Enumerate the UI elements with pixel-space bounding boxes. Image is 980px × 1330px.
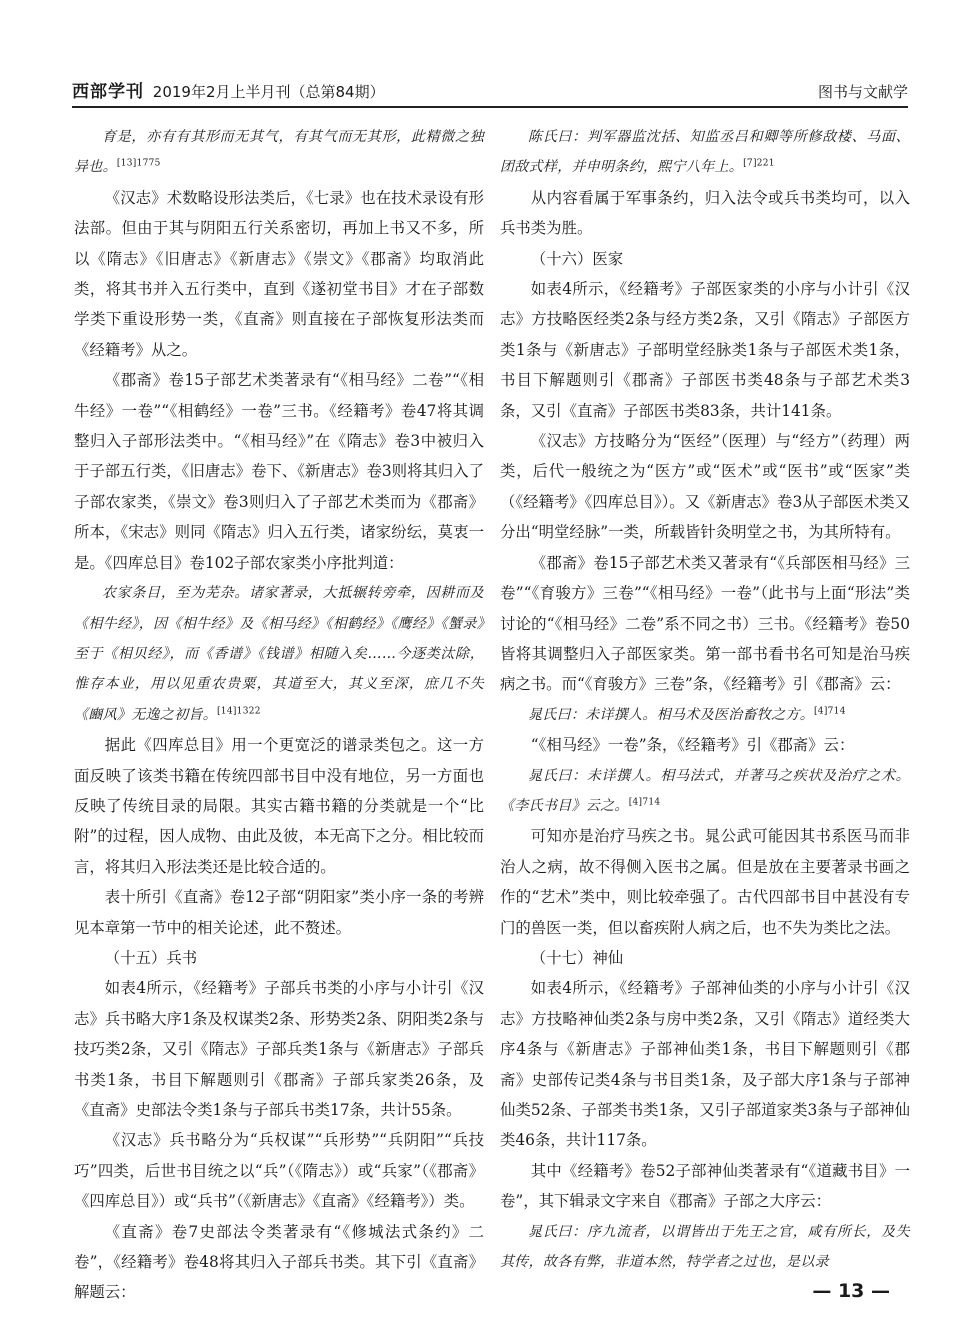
paragraph-text: 《直斋》卷7史部法令类著录有“《修城法式条约》二卷”，《经籍考》卷48将其归入子部兵书类。其下引《直斋》解题云：	[74, 1222, 484, 1302]
paragraph	[74, 1125, 484, 1216]
paragraph	[500, 426, 910, 548]
journal-logo: 西部学刊	[72, 82, 144, 102]
paragraph	[500, 821, 910, 943]
paragraph-text: 《汉志》兵书略分为“兵权谋”“兵形势”“兵阴阳”“兵技巧”四类，后世书目统之以“兵”（《隋志》）或“兵家”（《郡斋》《四库总目》）或“兵书”（《新唐志》《直斋》《经籍考》）类。	[74, 1131, 484, 1211]
paragraph-text: 《郡斋》卷15子部艺术类又著录有“《兵部医相马经》三卷”“《育骏方》三卷”“《相马经》一卷”（此书与上面“形法”类讨论的“《相马经》二卷”系不同之书）三书。《经籍考》卷50皆将其调整归入子部医家类。第一部书看书名可知是治马疾病之书。而“《育骏方》三卷”条，《经籍考》引《郡斋》云：	[500, 553, 910, 694]
paragraph	[500, 973, 910, 1155]
paragraph	[74, 1217, 484, 1308]
paragraph	[74, 882, 484, 943]
block-quote	[500, 700, 910, 730]
citation-marker: [4]714	[814, 706, 846, 717]
paragraph-text: 其中《经籍考》卷52子部神仙类著录有“《道藏书目》一卷”，其下辑录文字来自《郡斋》子部之大序云：	[500, 1161, 910, 1211]
paragraph-text: 如表4所示，《经籍考》子部神仙类的小序与小计引《汉志》方技略神仙类2条与房中类2条，又引《隋志》道经类大序4条与《新唐志》子部神仙类1条，书目下解题则引《郡斋》史部传记类4条与书目类1条，及子部大序1条与子部神仙类52条、子部类书类1条，又引子部道家类3条与子部神仙类46条，共计117条。	[500, 979, 910, 1150]
page-number: — 13 —	[812, 1280, 890, 1302]
block-quote	[74, 578, 484, 730]
section-heading	[74, 943, 484, 973]
paragraph-text: 《郡斋》卷15子部艺术类著录有“《相马经》二卷”“《相牛经》一卷”“《相鹤经》一卷”三书。《经籍考》卷47将其调整归入子部形法类中。“《相马经》”在《隋志》卷3中被归入于子部五行类，《旧唐志》卷下、《新唐志》卷3则将其归入了子部农家类，《崇文》卷3则归入了子部艺术类而为《郡斋》所本，《宋志》则同《隋志》归入五行类，诸家纷纭，莫衷一是。《四库总目》卷102子部农家类小序批判道：	[74, 371, 484, 572]
paragraph-text: 晁氏曰：未详撰人。相马术及医治畜牧之方。	[528, 706, 814, 723]
paragraph-text: 《汉志》术数略设形法类后，《七录》也在技术录设有形法部。但由于其与阴阳五行关系密切，再加上书又不多，所以《隋志》《旧唐志》《新唐志》《崇文》《郡斋》均取消此类，将其书并入五行类中，直到《遂初堂书目》才在子部数学类下重设形势一类，《直斋》则直接在子部恢复形法类而《经籍考》从之。	[74, 188, 484, 359]
paragraph	[500, 548, 910, 700]
block-quote	[500, 1217, 910, 1278]
citation-marker: [14]1322	[217, 706, 261, 717]
section-heading	[500, 244, 910, 274]
running-header	[72, 76, 908, 102]
citation-marker: [4]714	[628, 797, 661, 808]
journal-info	[72, 77, 385, 102]
paragraph-text: 据此《四库总目》用一个更宽泛的谱录类包之。这一方面反映了该类书籍在传统四部书目中没有地位，另一方面也反映了传统目录的局限。其实古籍书籍的分类就是一个“比附”的过程，因人成物、由此及彼，本无高下之分。相比较而言，将其归入形法类还是比较合适的。	[74, 736, 484, 876]
paragraph-text: 从内容看属于军事条约，归入法令或兵书类均可，以入兵书类为胜。	[500, 188, 910, 238]
right-column	[500, 122, 910, 1277]
left-column	[74, 122, 484, 1308]
paragraph-text: 育是，亦有有其形而无其气，有其气而无其形，此精微之独异也。	[74, 129, 484, 176]
header-rule	[72, 106, 908, 108]
block-quote	[500, 122, 910, 183]
section-title: 图书与文献学	[817, 83, 908, 101]
paragraph	[74, 183, 484, 365]
paragraph-text: 如表4所示，《经籍考》子部兵书类的小序与小计引《汉志》兵书略大序1条及权谋类2条、形势类2条、阴阳类2条与技巧类2条，又引《隋志》子部兵类1条与《新唐志》子部兵书类1条，书目下解题则引《郡斋》子部兵家类26条，及《直斋》史部法令类1条与子部兵书类17条，共计55条。	[74, 979, 484, 1119]
paragraph-text: 陈氏曰：判军器监沈括、知监丞吕和卿等所修敌楼、马面、团敌式样，并申明条约，熙宁八年上。	[500, 129, 910, 176]
paragraph-text: 《汉志》方技略分为“医经”（医理）与“经方”（药理）两类，后代一般统之为“医方”或“医术”或“医书”或“医家”类（《经籍考》《四库总目》）。又《新唐志》卷3从子部医术类又分出“明堂经脉”一类，所载皆针灸明堂之书，为其所特有。	[500, 432, 910, 542]
paragraph-text: （十五）兵书	[104, 948, 198, 967]
paragraph-text: 农家条目，至为芜杂。诸家著录，大抵辗转旁牵，因耕而及《相牛经》，因《相牛经》及《相马经》《相鹤经》《鹰经》《蟹录》至于《相贝经》，而《香谱》《钱谱》相随入矣……今逐类汰除，惟存本业，用以见重农贵粟，其道至大，其义至深，庶几不失《豳风》无逸之初旨。	[74, 585, 484, 723]
paragraph	[74, 973, 484, 1125]
paragraph-text: （十六）医家	[530, 249, 624, 268]
paragraph	[74, 365, 484, 578]
paragraph-text: （十七）神仙	[530, 948, 624, 967]
paragraph-text: 表十所引《直斋》卷12子部“阴阳家”类小序一条的考辨见本章第一节中的相关论述，此不赘述。	[74, 888, 484, 937]
paragraph-text: 如表4所示，《经籍考》子部医家类的小序与小计引《汉志》方技略医经类2条与经方类2条，又引《隋志》子部医方类1条与《新唐志》子部明堂经脉类1条与子部医术类1条，书目下解题则引《郡斋》子部医书类48条与子部艺术类3条，又引《直斋》子部医书类83条，共计141条。	[500, 280, 910, 420]
paragraph-text: 可知亦是治疗马疾之书。晁公武可能因其书系医马而非治人之病，故不得侧入医书之属。但是放在主要著录书画之作的“艺术”类中，则比较牵强了。古代四部书目中甚没有专门的兽医一类，但以畜疾附人病之后，也不失为类比之法。	[500, 827, 910, 937]
paragraph	[74, 730, 484, 882]
paragraph	[500, 1156, 910, 1217]
section-heading	[500, 943, 910, 973]
block-quote	[500, 761, 910, 822]
paragraph-text: 晁氏曰：未详撰人。相马法式，并著马之疾状及治疗之术。《李氏书目》云之。	[500, 767, 910, 814]
issue-info: 2019年2月上半月刊（总第84期）	[152, 83, 385, 101]
paragraph	[500, 274, 910, 426]
paragraph	[500, 183, 910, 244]
citation-marker: [13]1775	[116, 158, 161, 169]
paragraph-text: “《相马经》一卷”条，《经籍考》引《郡斋》云：	[530, 736, 855, 755]
paragraph-text: 晁氏曰：序九流者，以谓皆出于先王之官，咸有所长，及失其传，故各有弊，非道本然，特学者之过也，是以录	[500, 1223, 910, 1271]
citation-marker: [7]221	[743, 158, 775, 169]
paragraph	[500, 730, 910, 760]
block-quote	[74, 122, 484, 183]
